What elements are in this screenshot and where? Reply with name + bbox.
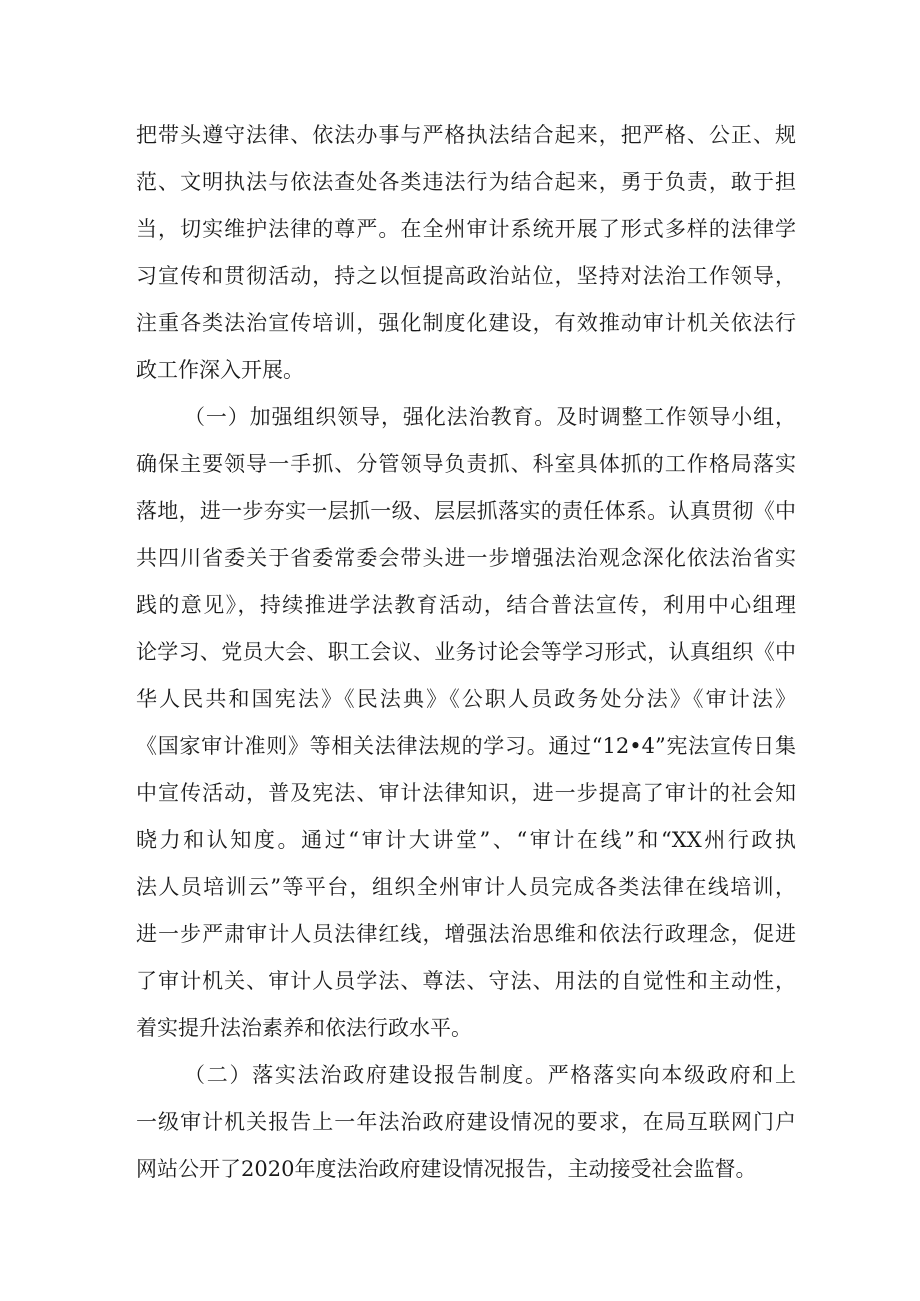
- text-line: 中宣传活动，普及宪法、审计法律知识，进一步提高了审计的社会知: [136, 781, 796, 805]
- section-heading-line: （二）落实法治政府建设报告制度。严格落实向本级政府和上: [184, 1063, 796, 1087]
- text-line: 注重各类法治宣传培训，强化制度化建设，有效推动审计机关依法行: [136, 311, 796, 335]
- text-line: 政工作深入开展。: [136, 358, 304, 382]
- text-line: 华人民共和国宪法》《民法典》《公职人员政务处分法》《审计法》: [136, 687, 796, 711]
- section-heading-line: （一）加强组织领导，强化法治教育。及时调整工作领导小组，: [184, 405, 796, 429]
- text-line: 范、文明执法与依法查处各类违法行为结合起来，勇于负责，敢于担: [136, 170, 796, 194]
- text-line: 网站公开了2020年度法治政府建设情况报告，主动接受社会监督。: [136, 1157, 757, 1181]
- text-line: 把带头遵守法律、依法办事与严格执法结合起来，把严格、公正、规: [136, 123, 796, 147]
- text-line: 《国家审计准则》等相关法律法规的学习。通过“12•4”宪法宣传日集: [136, 734, 796, 758]
- text-line: 论学习、党员大会、职工会议、业务讨论会等学习形式，认真组织《中: [136, 640, 796, 664]
- text-line: 法人员培训云”等平台，组织全州审计人员完成各类法律在线培训，: [136, 875, 796, 899]
- text-line: 践的意见》，持续推进学法教育活动，结合普法宣传，利用中心组理: [136, 593, 796, 617]
- text-line: 落地，进一步夯实一层抓一级、层层抓落实的责任体系。认真贯彻《中: [136, 499, 796, 523]
- text-line: 了审计机关、审计人员学法、尊法、守法、用法的自觉性和主动性，: [136, 969, 796, 993]
- text-line: 进一步严肃审计人员法律红线，增强法治思维和依法行政理念，促进: [136, 922, 796, 946]
- text-line: 习宣传和贯彻活动，持之以恒提高政治站位，坚持对法治工作领导，: [136, 264, 796, 288]
- text-line: 着实提升法治素养和依法行政水平。: [136, 1016, 472, 1040]
- text-line: 共四川省委关于省委常委会带头进一步增强法治观念深化依法治省实: [136, 546, 796, 570]
- text-line: 一级审计机关报告上一年法治政府建设情况的要求，在局互联网门户: [136, 1110, 796, 1134]
- text-line: 晓力和认知度。通过“审计大讲堂”、“审计在线”和“XX州行政执: [136, 828, 796, 852]
- text-line: 当，切实维护法律的尊严。在全州审计系统开展了形式多样的法律学: [136, 217, 796, 241]
- text-line: 确保主要领导一手抓、分管领导负责抓、科室具体抓的工作格局落实: [136, 452, 796, 476]
